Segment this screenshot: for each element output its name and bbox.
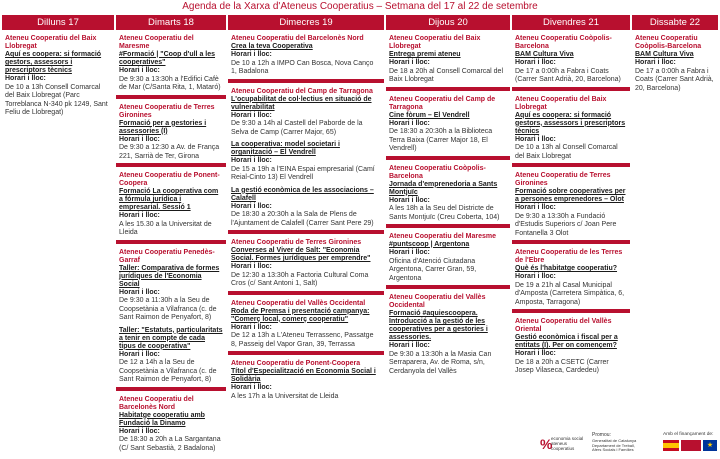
schedule-label: Horari i lloc: — [119, 67, 160, 74]
schedule-label: Horari i lloc: — [231, 202, 272, 210]
organizer: Ateneu Cooperatiu del Barcelonès Nord — [119, 395, 194, 411]
event-title-link[interactable]: Cine fòrum – El Vendrell — [389, 111, 470, 119]
event-title-link[interactable]: Aquí es coopera: si formació gestors, assessors i prescriptors tècnics — [5, 51, 102, 74]
percent-logo-icon: % — [540, 436, 553, 452]
schedule-info: De 12:30 a 13:30h a Factoria Cultural Coma Cros (c/ Sant Antoni 1, Salt) — [231, 271, 369, 287]
government-logo-icon — [681, 440, 701, 451]
schedule-info: De 10 a 13h al Consell Comarcal del Baix Llobregat — [515, 144, 618, 160]
schedule-info: De 12 a 13h a L'Ateneu Terrassenc, Passatge 8, Passeig del Vapor Gran, 39, Terrassa — [231, 332, 374, 348]
event-card[interactable] — [386, 231, 510, 289]
gencat-label: Generalitat de Catalunya Departament de Treball, Afers Socials i Famílies — [592, 438, 637, 452]
schedule-label: Horari i lloc: — [119, 135, 160, 143]
event-card[interactable] — [116, 33, 226, 99]
column-dimecres — [228, 15, 384, 403]
event-title-link[interactable]: Formació sobre cooperatives per a persones emprenedores – Olot — [515, 188, 626, 203]
column-dimarts — [116, 15, 226, 455]
event-card[interactable] — [2, 33, 114, 120]
schedule-info: A les 17h a la Universitat de Lleida — [231, 392, 339, 400]
economia-social-logo — [540, 434, 588, 456]
organizer: Ateneu Cooperatiu de Ponent-Coopera — [119, 172, 220, 187]
day-header: Dissabte 22 — [632, 15, 718, 30]
event-title-link[interactable]: L'ocupabilitat de col·lectius en situació de vulnerabilitat — [231, 95, 372, 111]
schedule-label: Horari i lloc: — [231, 51, 272, 58]
schedule-info: De 9:30 a 13:30h a l'Edifici Cafè de Mar (C/Santa Rita, 1, Mataró) — [119, 75, 221, 91]
schedule-label: Horari i lloc: — [515, 350, 556, 357]
organizer: Ateneu Cooperatiu del Barcelonès Nord — [231, 35, 364, 42]
event-title-link[interactable]: Formació #aquiescoopera. Introducció a la gestió de les cooperatives per a gestories i assessories. — [389, 310, 488, 341]
schedule-info: De 9:30 a 13:30h a Fundació d'Estudis Superiors c/ Joan Pere Fontanella 3 Olot — [515, 212, 617, 237]
organizer: Ateneu Cooperatiu de Terres Gironines — [119, 103, 215, 119]
organizer: Ateneu Cooperatiu del Maresme — [389, 233, 496, 240]
schedule-info: De 9:30 a 14h al Castell del Paborde de la Selva de Camp (Carrer Major, 65) — [231, 120, 363, 136]
organizer: Ateneu Cooperatiu del Camp de Tarragona — [389, 95, 496, 111]
event-title-link[interactable]: Habitatge cooperatiu amb Fundació la Dinamo — [119, 411, 205, 427]
event-card[interactable] — [512, 94, 630, 168]
schedule-label: Horari i lloc: — [635, 59, 676, 66]
event-card[interactable] — [228, 237, 384, 295]
organizer: Ateneu Cooperatiu del Vallès Occidental — [231, 299, 366, 307]
event-card[interactable] — [512, 316, 630, 378]
event-title-link[interactable]: La gestió econòmica de les associacions – Calafell — [231, 186, 374, 202]
event-title-link[interactable]: Jornada d'emprenedoria a Sants Montjuïc — [389, 180, 498, 196]
event-title-link[interactable]: Formació per a gestories i assessories (I) — [119, 119, 207, 135]
event-card[interactable] — [228, 185, 384, 235]
event-card[interactable] — [228, 358, 384, 403]
schedule-info: De 10 a 12h a IMPO Can Bosca, Nova Canço 1, Badalona — [231, 59, 374, 75]
event-title-link[interactable]: Què és l'habitatge cooperatiu? — [515, 265, 618, 272]
schedule-info: De 12 a 14h a la Seu de Coopsetània a Vilafranca (c. de Sant Raimon de Penyafort, 8) — [119, 359, 217, 383]
schedule-info: A les 15.30 a la Universitat de Lleida — [119, 220, 212, 236]
organizer: Ateneu Cooperatiu del Baix Llobregat — [515, 95, 607, 111]
organizer: Ateneu Cooperatiu de Terres Gironines — [515, 172, 611, 187]
event-title-link[interactable]: BAM Cultura Viva — [635, 51, 694, 58]
schedule-label: Horari i lloc: — [119, 427, 160, 435]
schedule-info: De 17 a 0:00h a Fabra i Coats (Carrer Sant Adrià, 20, Barcelona) — [635, 67, 714, 92]
schedule-label: Horari i lloc: — [119, 212, 160, 219]
schedule-info: De 18:30 a 20:30h a la Biblioteca Terra Baixa (Carrer Major 18, El Vendrell) — [389, 128, 493, 152]
schedule-label: Horari i lloc: — [389, 342, 430, 349]
event-title-link[interactable]: La cooperativa: model societari i organització – El Vendrell — [231, 141, 340, 156]
event-title-link[interactable]: Formació La cooperativa com a fórmula jurídica i empresarial. Sessió 1 — [119, 188, 219, 211]
schedule-label: Horari i lloc: — [231, 157, 272, 164]
event-title-link[interactable]: Gestió econòmica i fiscal per a entitats (I). Per on començem? — [515, 334, 618, 349]
schedule-info: De 19 a 21h al Casal Municipal d'Amposta (Carretera Simpàtica, 6, Amposta, Tarragona) — [515, 281, 625, 306]
day-header: Dimarts 18 — [116, 15, 226, 30]
organizer: Ateneu Cooperatiu del Camp de Tarragona — [231, 87, 373, 95]
event-card[interactable] — [386, 292, 510, 378]
organizer: Ateneu Cooperatiu del Baix Llobregat — [389, 35, 481, 50]
schedule-label: Horari i lloc: — [389, 249, 430, 256]
schedule-info: De 18 a 20h a CSETC (Carrer Josep Vilaseca, Cardedeu) — [515, 358, 609, 374]
event-card[interactable] — [228, 33, 384, 83]
event-card[interactable] — [116, 247, 226, 325]
day-header: Divendres 21 — [512, 15, 630, 30]
event-card[interactable] — [512, 33, 630, 91]
day-header: Dilluns 17 — [2, 15, 114, 30]
schedule-info: De 9:30 a 12:30 a Av. de França 221, Sarrià de Ter, Girona — [119, 144, 220, 160]
schedule-info: De 18 a 20h al Consell Comarcal del Baix Llobregat — [389, 67, 504, 83]
funding-label: Amb el finançament de: — [663, 432, 714, 437]
eu-flag-icon: ★ — [703, 440, 717, 451]
schedule-info: De 17 a 0:00h a Fabra i Coats (Carrer Sant Adrià, 20, Barcelona) — [515, 67, 621, 83]
event-card[interactable] — [228, 298, 384, 356]
event-card[interactable] — [386, 33, 510, 91]
schedule-info: De 15 a 19h a l'EINA Espai empresarial (Camí Reial-Cinto 13) El Vendrell — [231, 165, 375, 181]
schedule-label: Horari i lloc: — [515, 204, 556, 211]
event-card[interactable] — [632, 33, 718, 95]
organizer: Ateneu Cooperatiu Coòpolis-Barcelona — [389, 164, 486, 180]
logo-text: economia social ateneus cooperatius — [551, 436, 584, 451]
event-title-link[interactable]: Taller: "Estatuts, particularitats a tenir en compte de cada tipus de cooperativa" — [119, 326, 223, 350]
event-card[interactable] — [386, 94, 510, 160]
organizer: Ateneu Cooperatiu del Baix Llobregat — [5, 35, 97, 50]
event-title-link[interactable]: Converses al Viver de Salt: "Economia Social. Formes jurídiques per emprendre" — [231, 247, 371, 262]
organizer: Ateneu Cooperatiu del Vallès Occidental — [389, 294, 486, 309]
schedule-label: Horari i lloc: — [389, 119, 430, 127]
column-divendres — [512, 15, 630, 378]
day-header: Dimecres 19 — [228, 15, 384, 30]
schedule-label: Horari i lloc: — [231, 111, 272, 119]
organizer: Ateneu Cooperatiu del Vallès Oriental — [515, 318, 612, 333]
event-card[interactable] — [116, 170, 226, 244]
column-dijous — [386, 15, 510, 378]
organizer: Ateneu Cooperatiu de Terres Gironines — [231, 239, 362, 246]
schedule-label: Horari i lloc: — [231, 323, 272, 331]
schedule-label: Horari i lloc: — [119, 350, 160, 358]
event-title-link[interactable]: Roda de Premsa i presentació campanya: "Comerç local, comerç cooperatiu" — [231, 307, 370, 323]
schedule-label: Horari i lloc: — [119, 288, 160, 296]
schedule-info: De 18:30 a 20:30h a la Sala de Plens de l'Ajuntament de Calafell (Carrer Sant Pere 29) — [231, 211, 374, 227]
event-card[interactable] — [116, 325, 226, 391]
schedule-label: Horari i lloc: — [515, 273, 556, 280]
schedule-label: Horari i lloc: — [231, 263, 272, 270]
schedule-info: De 9:30 a 11:30h a la Seu de Coopsetània a Vilafranca (c. de Sant Raimon de Penyafort, 8) — [119, 297, 217, 321]
schedule-label: Horari i lloc: — [231, 384, 272, 391]
event-title-link[interactable]: Crea la teva Cooperativa — [231, 43, 313, 50]
organizer: Ateneu Cooperatiu de Ponent-Coopera — [231, 360, 361, 367]
spain-flag-icon — [663, 440, 679, 451]
schedule-label: Horari i lloc: — [389, 59, 430, 66]
sponsor-footer — [540, 432, 718, 458]
event-card[interactable] — [228, 86, 384, 140]
agenda-title: Agenda de la Xarxa d'Ateneus Cooperatius – Setmana del 17 al 22 de setembre — [182, 1, 538, 12]
event-title-link[interactable]: BAM Cultura Viva — [515, 51, 574, 58]
schedule-label: Horari i lloc: — [389, 196, 430, 204]
schedule-info: De 18:30 a 20h a La Sargantana (C/ Sant Sebastià, 2 Badalona) — [119, 436, 221, 452]
organizer: Ateneu Cooperatiu de les Terres de l'Ebre — [515, 249, 623, 264]
schedule-label: Horari i lloc: — [515, 59, 556, 66]
schedule-info: De 10 a 13h Consell Comarcal del Baix Llobregat (Parc Torreblanca N-340 pk 1249, Sant Feliu de Llobregat) — [5, 83, 108, 116]
schedule-info: Oficina d'Atenció Ciutadana Argentona, Carrer Gran, 59, Argentona — [389, 257, 477, 282]
event-title-link[interactable]: Taller: Comparativa de formes jurídiques de l'Economia Social — [119, 264, 220, 288]
event-title-link[interactable]: Títol d'Especialització en Economia Social i Solidària — [231, 368, 376, 383]
event-card[interactable] — [228, 139, 384, 185]
event-title-link[interactable]: #Formació | "Coop d'ull a les cooperatives" — [119, 51, 216, 66]
promou-label: Promou: — [592, 432, 611, 438]
schedule-info: A les 18h a la Seu del Districte de Sants Montjuïc (Creu Coberta, 104) — [389, 205, 500, 221]
schedule-label: Horari i lloc: — [5, 75, 46, 82]
organizer: Ateneu Cooperatiu Coòpolis-Barcelona — [635, 35, 702, 50]
event-card[interactable] — [512, 170, 630, 244]
event-card[interactable] — [116, 394, 226, 456]
event-title-link[interactable]: Aquí es coopera: si formació gestors, assessors i prescriptors tècnics — [515, 111, 626, 135]
schedule-label: Horari i lloc: — [515, 135, 556, 143]
day-header: Dijous 20 — [386, 15, 510, 30]
event-card[interactable] — [116, 102, 226, 168]
organizer: Ateneu Cooperatiu del Maresme — [119, 35, 194, 50]
event-title-link[interactable]: Entrega premi ateneu — [389, 51, 461, 58]
column-dilluns — [2, 15, 114, 120]
column-dissabte — [632, 15, 718, 95]
event-card[interactable] — [512, 247, 630, 313]
schedule-info: De 9:30 a 13:30h a la Masia Can Serraparera, Av. de Roma, s/n, Cerdanyola del Vallès — [389, 350, 492, 375]
event-card[interactable] — [386, 163, 510, 229]
event-title-link[interactable]: #puntscoop | Argentona — [389, 241, 470, 248]
organizer: Ateneu Cooperatiu Penedès-Garraf — [119, 248, 215, 264]
organizer: Ateneu Cooperatiu Coòpolis-Barcelona — [515, 35, 612, 50]
